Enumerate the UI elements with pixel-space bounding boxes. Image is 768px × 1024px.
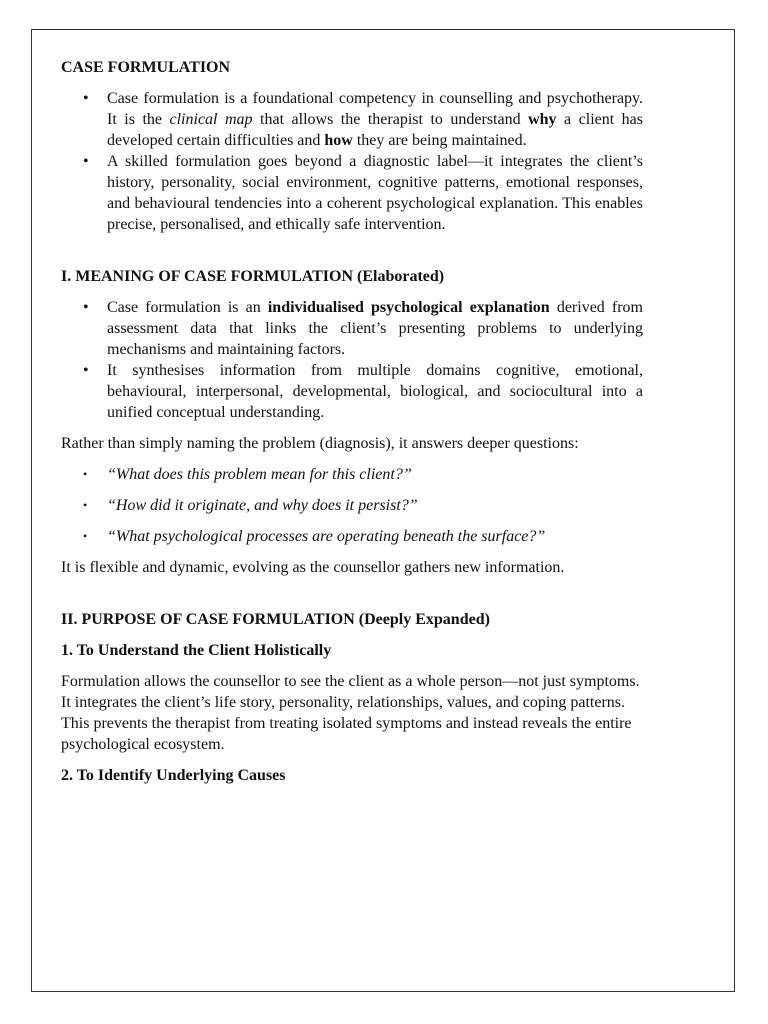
- section2-sub1-heading: 1. To Understand the Client Holistically: [61, 642, 332, 659]
- spacer: [61, 235, 643, 266]
- intro-bullet-1-text-a: Case formulation is a foundational competency in counselling and psychotherapy. It is the: [107, 90, 643, 128]
- section1-bullet-1-text-a: Case formulation is an: [107, 299, 268, 316]
- section1-paragraph-2: It is flexible and dynamic, evolving as the counsellor gathers new information.: [61, 559, 565, 576]
- question-list: [61, 464, 643, 547]
- section1-bullet-2: • It synthesises information from multiple domains cognitive, emotional, behavioural, interpersonal, developmental, biological, and sociocultural into a unified conceptual understanding.: [61, 360, 643, 423]
- question-item-2: • “How did it originate, and why does it persist?”: [61, 495, 643, 516]
- main-heading: CASE FORMULATION: [61, 59, 231, 76]
- section1-paragraph-1: Rather than simply naming the problem (diagnosis), it answers deeper questions:: [61, 435, 579, 452]
- intro-bullet-list: [61, 88, 643, 235]
- intro-bullet-1: [61, 88, 643, 151]
- section1-bullet-1-bold: individualised psychological explanation: [267, 299, 550, 316]
- spacer: [61, 588, 643, 609]
- section2-sub2-heading: 2. To Identify Underlying Causes: [61, 767, 286, 784]
- intro-bullet-1-bold-how: how: [324, 132, 353, 149]
- intro-bullet-1-italic: clinical map: [169, 111, 253, 128]
- section1-heading: I. MEANING OF CASE FORMULATION (Elaborated): [61, 268, 445, 285]
- section2-sub1-paragraph: Formulation allows the counsellor to see the client as a whole person—not just symptoms. It integrates the client’s life story, personality, relationships, values, and coping patterns. This prevents the therapist from treating isolated symptoms and instead reveals the entire psychological ecosystem.: [61, 673, 640, 753]
- intro-bullet-1-text-g: they are being maintained.: [352, 132, 527, 149]
- document-body: [61, 57, 643, 796]
- intro-bullet-1-text-c: that allows the therapist to understand: [252, 111, 529, 128]
- intro-bullet-2: • A skilled formulation goes beyond a diagnostic label—it integrates the client’s history, personality, social environment, cognitive patterns, emotional responses, and behavioural tendencies into a coherent psychological explanation. This enables precise, personalised, and ethically safe intervention.: [61, 151, 643, 235]
- section1-bullet-list: [61, 297, 643, 423]
- question-item-3: • “What psychological processes are operating beneath the surface?”: [61, 526, 643, 547]
- question-item-1: • “What does this problem mean for this client?”: [61, 464, 643, 485]
- section1-bullet-1: [61, 297, 643, 360]
- section1-bullet-1-text-c: derived from assessment data that links the client’s presenting problems to underlying mechanisms and maintaining factors.: [107, 299, 643, 358]
- section2-heading: II. PURPOSE OF CASE FORMULATION (Deeply Expanded): [61, 611, 490, 628]
- spacer: [61, 423, 643, 433]
- intro-bullet-1-bold-why: why: [528, 111, 557, 128]
- intro-bullet-1-text-e: a client has developed certain difficulties and: [107, 111, 644, 149]
